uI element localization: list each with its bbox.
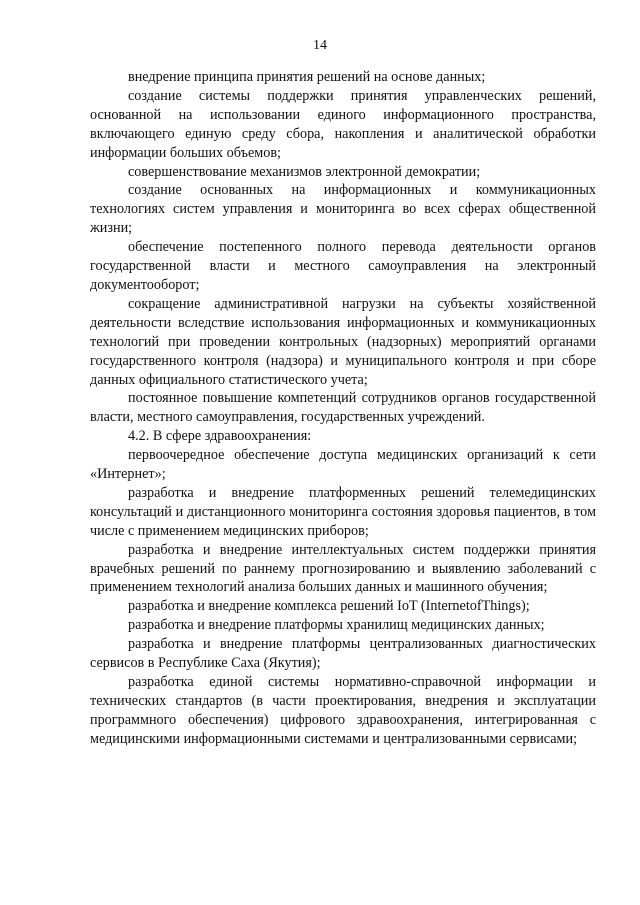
- paragraph: разработка и внедрение интеллектуальных систем поддержки принятия врачебных решений по раннему прогнозированию и выявлению заболеваний с применением технологий анализа больших данных и машинного обучения;: [90, 541, 596, 596]
- paragraph: разработка и внедрение платформы хранилищ медицинских данных;: [128, 617, 545, 634]
- paragraph: создание основанных на информационных и коммуникационных технологиях систем управления и мониторинга во всех сферах общественной жизни;: [90, 182, 596, 237]
- page-number: 14: [313, 38, 327, 53]
- paragraph: сокращение административной нагрузки на субъекты хозяйственной деятельности вследствие использования информационных и коммуникационных технологий при проведении контрольных (надзорных) мероприятий органами государственного контроля (надзора) и муниципального контроля и при сборе данных официального статистического учета;: [90, 295, 596, 388]
- paragraph: обеспечение постепенного полного перевода деятельности органов государственной власти и местного самоуправления на электронный документооборот;: [90, 239, 596, 293]
- document-body: [90, 68, 596, 749]
- paragraph: создание системы поддержки принятия управленческих решений, основанной на использовании единого информационного пространства, включающего единую среду сбора, накопления и аналитической обработки информации больших объемов;: [90, 87, 596, 161]
- paragraph: разработка и внедрение комплекса решений IoT (InternetofThings);: [128, 598, 530, 615]
- paragraph: разработка и внедрение платформы централизованных диагностических сервисов в Республике Саха (Якутия);: [90, 636, 596, 672]
- paragraph: первоочередное обеспечение доступа медицинских организаций к сети «Интернет»;: [90, 447, 596, 483]
- paragraph: совершенствование механизмов электронной демократии;: [128, 163, 481, 180]
- paragraph: разработка и внедрение платформенных решений телемедицинских консультаций и дистанционного мониторинга состояния здоровья пациентов, в том числе с применением медицинских приборов;: [90, 484, 596, 539]
- paragraph: разработка единой системы нормативно-справочной информации и технических стандартов (в части проектирования, внедрения и эксплуатации программного обеспечения) цифрового здравоохранения, интегрированная с медицинскими информационными системами и централизованными сервисами;: [90, 674, 596, 747]
- section-heading: 4.2. В сфере здравоохранения:: [128, 428, 312, 445]
- paragraph: внедрение принципа принятия решений на основе данных;: [128, 69, 486, 85]
- paragraph: постоянное повышение компетенций сотрудников органов государственной власти, местного самоуправления, государственных учреждений.: [90, 390, 596, 426]
